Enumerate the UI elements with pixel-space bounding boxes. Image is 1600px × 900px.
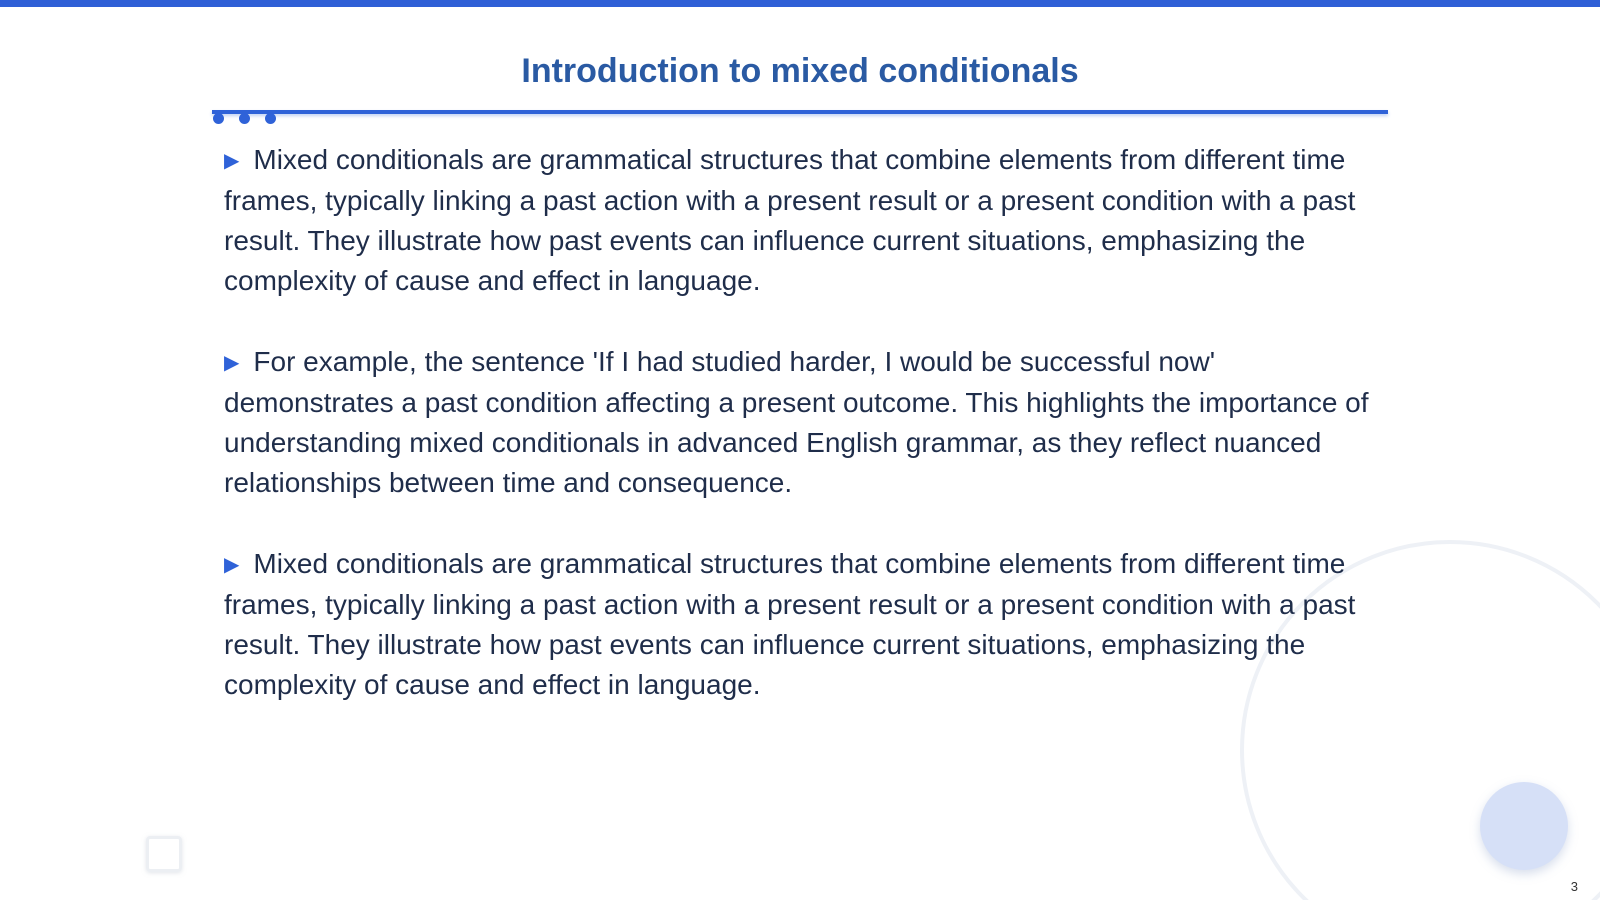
bullet-text: Mixed conditionals are grammatical structures that combine elements from different time frames, typically linking a past action with a present result or a present condition with a past result. They illustrate how past events can influence current situations, emphasizing the complexity of cause and effect in language.: [224, 548, 1356, 700]
bullet-item: [224, 140, 1384, 301]
bullet-list: [224, 140, 1384, 746]
title-underline: [212, 110, 1388, 114]
decorative-circle-filled: [1480, 782, 1568, 870]
decorative-square: [146, 836, 182, 872]
slide-title: Introduction to mixed conditionals: [521, 52, 1079, 90]
triangle-bullet-icon: ▶: [224, 554, 240, 576]
bullet-text: For example, the sentence 'If I had studied harder, I would be successful now' demonstrates a past condition affecting a present outcome. This highlights the importance of understanding mixed conditionals in advanced English grammar, as they reflect nuanced relationships between time and consequence.: [224, 346, 1369, 498]
triangle-bullet-icon: ▶: [224, 150, 240, 172]
top-accent-bar: [0, 0, 1600, 7]
bullet-item: [224, 544, 1384, 705]
triangle-bullet-icon: ▶: [224, 352, 240, 374]
underline-dot: [213, 113, 224, 124]
underline-dot: [239, 113, 250, 124]
bullet-text: Mixed conditionals are grammatical structures that combine elements from different time frames, typically linking a past action with a present result or a present condition with a past result. They illustrate how past events can influence current situations, emphasizing the complexity of cause and effect in language.: [224, 144, 1356, 296]
underline-dot: [265, 113, 276, 124]
page-number: 3: [1570, 879, 1578, 894]
bullet-item: [224, 342, 1384, 503]
